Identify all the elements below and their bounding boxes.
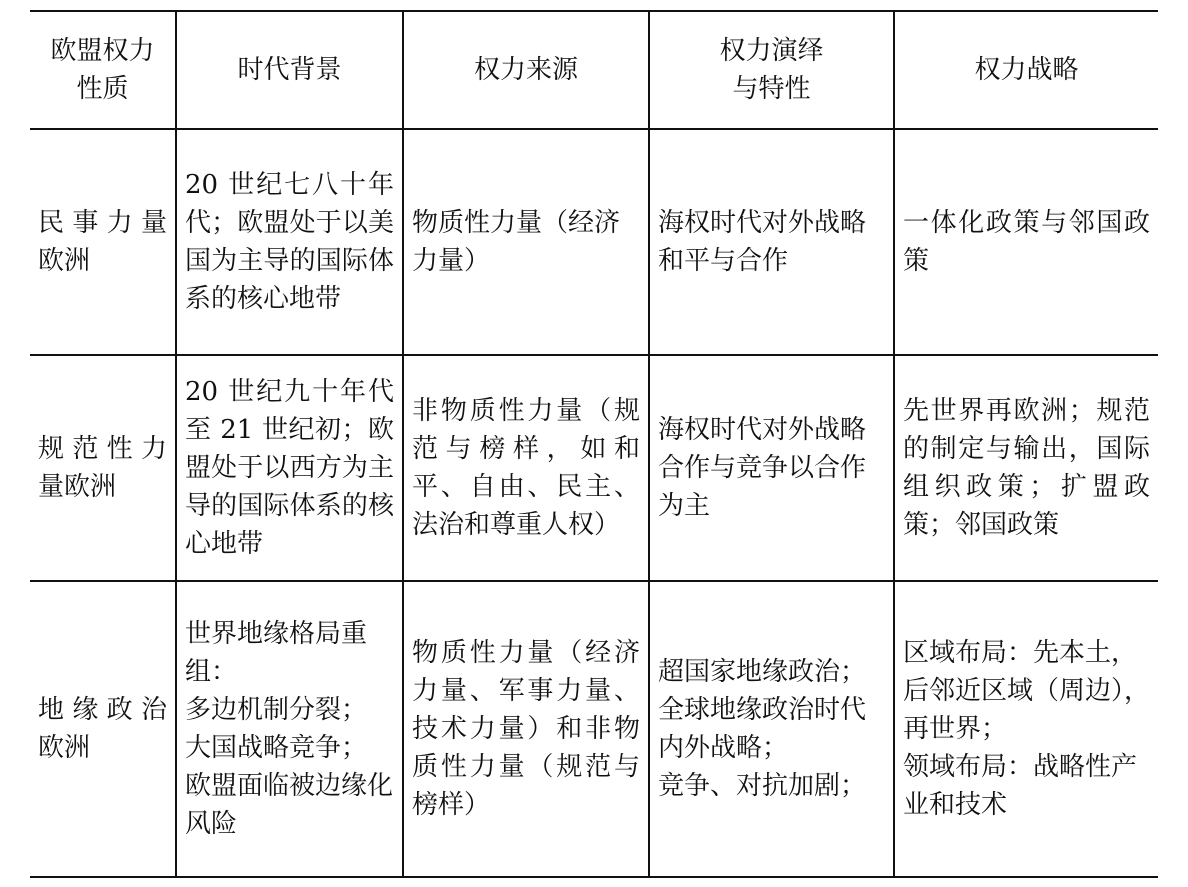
table-row — [30, 129, 1158, 355]
power-table-container — [30, 10, 1158, 878]
cell-nature: 地缘政治欧洲 — [38, 695, 167, 763]
cell-source: 物质性力量（经济力量） — [403, 129, 649, 355]
cell-strategy: 一体化政策与邻国政策 — [894, 129, 1158, 355]
cell-evolution: 海权时代对外战略和平与合作 — [649, 129, 894, 355]
table-row — [30, 355, 1158, 581]
header-power-evolution: 权力演绎 与特性 — [649, 11, 894, 129]
header-era-background: 时代背景 — [176, 11, 403, 129]
header-power-strategy: 权力战略 — [894, 11, 1158, 129]
table-header-row — [30, 11, 1158, 129]
cell-background: 世界地缘格局重组： 多边机制分裂； 大国战略竞争； 欧盟面临被边缘化风险 — [176, 581, 403, 877]
cell-background: 20 世纪七八十年代；欧盟处于以美国为主导的国际体系的核心地带 — [176, 129, 403, 355]
cell-nature: 规范性力量欧洲 — [38, 434, 167, 502]
eu-power-table — [30, 10, 1158, 878]
header-power-nature: 欧盟权力 性质 — [50, 36, 155, 104]
cell-strategy: 区域布局：先本土，后邻近区域（周边），再世界； 领域布局：战略性产业和技术 — [894, 581, 1158, 877]
cell-evolution: 海权时代对外战略合作与竞争以合作为主 — [649, 355, 894, 581]
cell-nature: 民事力量欧洲 — [38, 208, 167, 276]
header-power-source: 权力来源 — [403, 11, 649, 129]
cell-strategy: 先世界再欧洲；规范的制定与输出，国际组织政策；扩盟政策；邻国政策 — [894, 355, 1158, 581]
table-row — [30, 581, 1158, 877]
cell-source: 非物质性力量（规范与榜样，如和平、自由、民主、法治和尊重人权） — [403, 355, 649, 581]
cell-source: 物质性力量（经济力量、军事力量、技术力量）和非物质性力量（规范与榜样） — [403, 581, 649, 877]
cell-background: 20 世纪九十年代至 21 世纪初；欧盟处于以西方为主导的国际体系的核心地带 — [176, 355, 403, 581]
cell-evolution: 超国家地缘政治； 全球地缘政治时代内外战略； 竞争、对抗加剧； — [649, 581, 894, 877]
